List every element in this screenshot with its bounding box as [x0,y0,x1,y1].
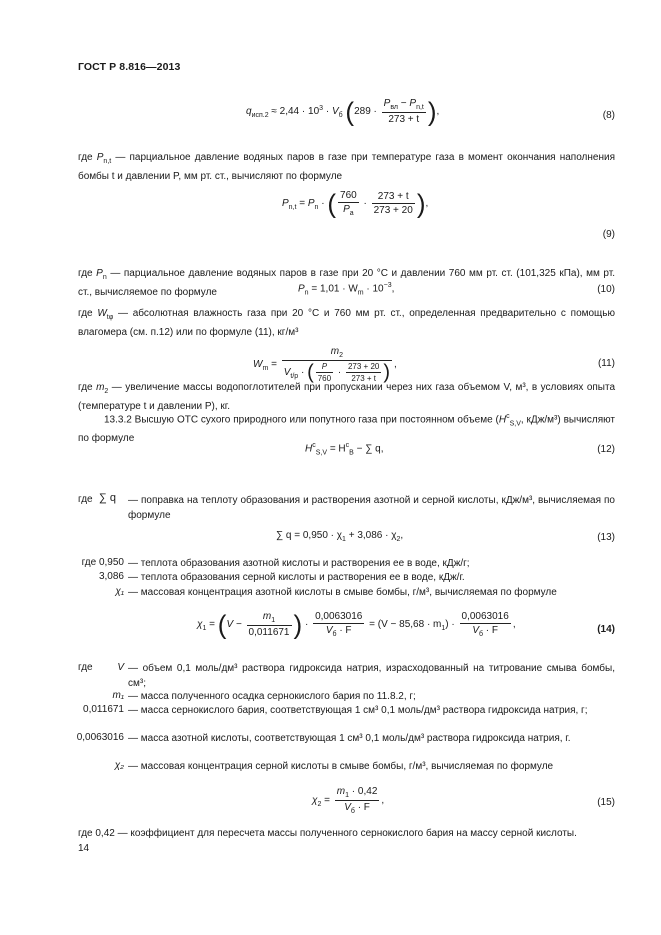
def-symbol: 0,011671 [83,704,124,715]
paragraph-sum-q-symbol: ∑ q [99,492,117,504]
def-text: — масса азотной кислоты, соответствующая 1 см³ 0,1 моль/дм³ раствора гидроксида натрия, г. [128,733,571,744]
def-lead: где [78,662,93,673]
def-text: — масса сернокислого бария, соответствующая 1 см³ 0,1 моль/дм³ раствора гидроксида натрия, г; [128,705,588,716]
paragraph-w-tf: где $W_{t\varphi}$ — абсолютная влажность газа при 20 °C и 760 мм рт. ст., определенная предварительно с помощью влагомера (см. п.12) или по формуле (11), кг/м³ [78,308,615,338]
def-text: — масса полученного осадка сернокислого бария по 11.8.2, г; [128,691,416,702]
equation-14: $\chi_1 = (V$ − $\frac{m_1}{0,011671}$ ) · $\frac{0,0063016}{V_б \cdot F}$ = $(V - 85,68 \cdot m_1)$ · $\frac{0,0063016}{V_б \cdot F}$ , [197,609,516,640]
def-label: где 0,950 [81,557,124,568]
paragraph-m2: где $m_2$ — увеличение массы водопоглотителей при пропускании через них газа объемом V, м³, в условиях опыта (температуре t и давлении P), кг. [78,382,616,412]
def-label: χ₁ [115,586,124,597]
equation-number-14: (14) [597,624,615,635]
equation-11: $W_m$ = $m_2$ $V_{t/p}$ · ( $\frac{P}{760}$ · $\frac{273 + 20}{273 + t}$ ) , [253,346,397,384]
def-text: — объем 0,1 моль/дм³ раствора гидроксида натрия, израсходованный на титрование смыва бомбы, см³; [128,663,615,689]
equation-number-9: (9) [602,229,615,240]
equation-13: ∑ $q = 0,950 \cdot \chi_1 + 3,086 \cdot \chi_2$, [276,530,404,543]
equation-number-13: (13) [597,532,615,543]
paragraph-sum-q-lead: где [78,494,93,505]
equation-10: $P_n = 1,01 \cdot W_m \cdot 10^{-3}$, [298,282,395,297]
def-symbol: V [117,662,124,673]
equation-number-8: (8) [602,110,615,121]
page-number: 14 [78,843,90,854]
def-symbol: χ₂ [114,760,124,771]
def-symbol: m₁ [112,690,124,701]
def-label: 3,086 [98,571,124,582]
paragraph-p-nt: где $P_{n,t}$ — парциальное давление водяных паров в газе при температуре газа в момент окончания наполнения бомбы t и давлении P, мм рт. ст., вычисляют по формуле [78,152,615,182]
def-text: — теплота образования серной кислоты и растворения ее в воде, кДж/г. [128,572,465,583]
equation-number-10: (10) [597,284,615,295]
def-text: — массовая концентрация серной кислоты в смыве бомбы, г/м³, вычисляемая по формуле [128,761,554,772]
paragraph-p-n: где $P_n$ — парциальное давление водяных паров в газе при 20 °C и давлении 760 мм рт. ст. (101,325 кПа), мм рт. ст., вычисляемое по формуле [78,268,616,298]
equation-number-11: (11) [597,358,615,369]
def-text: — теплота образования азотной кислоты и растворения ее в воде, кДж/г; [128,558,470,569]
equation-number-12: (12) [597,444,615,455]
equation-8: $q_{исп.2} \approx 2,44 \cdot 10^3 \cdot V_б$ (289 · $\frac{P_{вл} - P_{n,t}}{273 + t}$ ), [246,96,440,127]
paragraph-sum-q: — поправка на теплоту образования и растворения азотной и серной кислоты, кДж/м³, вычисляемая по формуле [128,495,615,521]
def-symbol: 0,0063016 [76,732,124,743]
def-text: — массовая концентрация азотной кислоты в смыве бомбы, г/м³, вычисляемая по формуле [128,587,557,598]
equation-number-15: (15) [597,797,615,808]
paragraph-coef-042: где 0,42 — коэффициент для пересчета массы полученного сернокислого бария на массу серной кислоты. [78,828,577,839]
equation-9: $P_{n,t} = P_n$ · ( $\frac{760}{P_a}$ · $\frac{273 + t}{273 + 20}$ ), [282,188,429,219]
equation-15: $\chi_2$ = $\frac{m_1 \cdot 0,42}{V_б \cdot F}$ , [312,786,385,815]
paragraph-13-3-2: 13.3.2 Высшую ОТС сухого природного или попутного газа при постоянном объеме ($H^c_{S,V}$, кДж/м³) вычисляют по формуле [78,413,615,444]
document-header: ГОСТ Р 8.816—2013 [78,61,181,73]
equation-12: $H^c_{S,V} = H^c_B$ − ∑ q, [305,442,384,457]
